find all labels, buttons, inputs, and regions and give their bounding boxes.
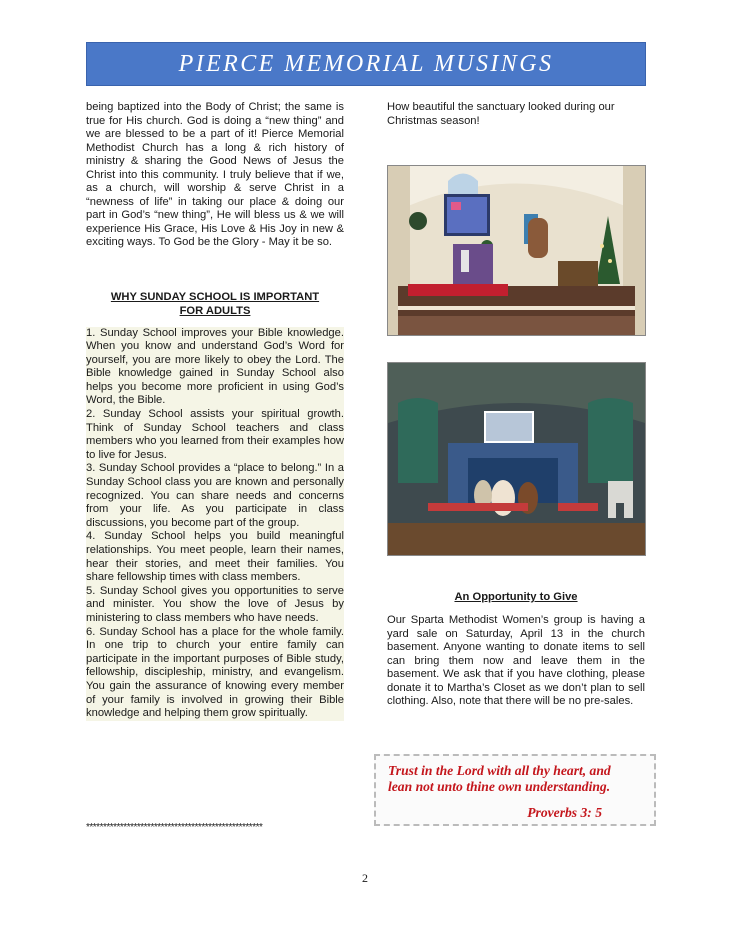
opportunity-section xyxy=(387,590,645,709)
newsletter-banner xyxy=(86,42,646,86)
list-item: 4. Sunday School helps you build meaningful relationships. You meet people, learn their names, hear their stories, and meet their families. You share fellowship times with class members. xyxy=(86,530,344,584)
quote-reference: Proverbs 3: 5 xyxy=(527,805,602,820)
left-column xyxy=(86,101,344,721)
section-divider: **************************************************** xyxy=(86,822,263,833)
list-item: 3. Sunday School provides a “place to belong.” In a Sunday School class you are known and personally recognized. You can share needs and concerns from your life. As you participate in class discussions, you become part of the group. xyxy=(86,462,344,529)
sunday-school-heading-line1: WHY SUNDAY SCHOOL IS IMPORTANT xyxy=(110,290,320,303)
quote-line-2: lean not unto thine own understanding. xyxy=(388,779,611,794)
page-number: 2 xyxy=(362,871,368,885)
scripture-quote-box xyxy=(374,754,656,826)
photo-caption: How beautiful the sanctuary looked during our Christmas season! xyxy=(387,101,615,127)
newsletter-title: PIERCE MEMORIAL MUSINGS xyxy=(178,50,554,77)
quote-line-1: Trust in the Lord with all thy heart, and xyxy=(388,763,611,778)
list-item: 2. Sunday School assists your spiritual growth. Think of Sunday School teachers and class members who you learned from their examples how to live for Jesus. xyxy=(86,408,344,461)
right-column xyxy=(387,101,645,128)
nativity-photo xyxy=(387,362,646,556)
sanctuary-photo xyxy=(387,165,646,336)
opportunity-heading: An Opportunity to Give xyxy=(454,591,578,603)
list-item: 1. Sunday School improves your Bible knowledge. When you know and understand God’s Word for yourself, you are more likely to obey the Lord. The Bible knowledge gained in Sunday School also helps you become more proficient in using God’s Word, the Bible. xyxy=(86,326,344,407)
sunday-school-heading-line2: FOR ADULTS xyxy=(179,304,251,317)
list-item: 5. Sunday School gives you opportunities to serve and minister. You show the love of Jesus by ministering to class members who have needs. xyxy=(86,584,344,624)
opportunity-body: Our Sparta Methodist Women’s group is having a yard sale on Saturday, April 13 in the church basement. Anyone wanting to donate items to sell can bring them now and leave them in the basement. We ask that if you have clothing, please donate it to Martha’s Closet as we don’t plan to sell clothing. Also, note that there will be no pre-sales. xyxy=(387,614,645,707)
intro-paragraph: being baptized into the Body of Christ; the same is true for His church. God is doing a “new thing” and we are blessed to be a part of it! Pierce Memorial Methodist Church has a long & rich history of ministry & sharing the Good News of Jesus the Christ into this community. I truly believe that if we, as a church, will worship & serve Christ in a “newness of life” in taking our place & doing our part in God’s “new thing”, He will bless us & we will experience His Grace, His Love & His Joy in new & exciting ways. To God be the Glory - May it be so. xyxy=(86,101,344,248)
list-item: 6. Sunday School has a place for the whole family. In one trip to church your entire family can participate in the important purposes of Bible study, fellowship, discipleship, ministry, and evangelism. You gain the assurance of knowing every member of your family is involved in growing their Bible knowledge and helping them grow spiritually. xyxy=(86,625,344,720)
sunday-school-list xyxy=(86,327,344,721)
